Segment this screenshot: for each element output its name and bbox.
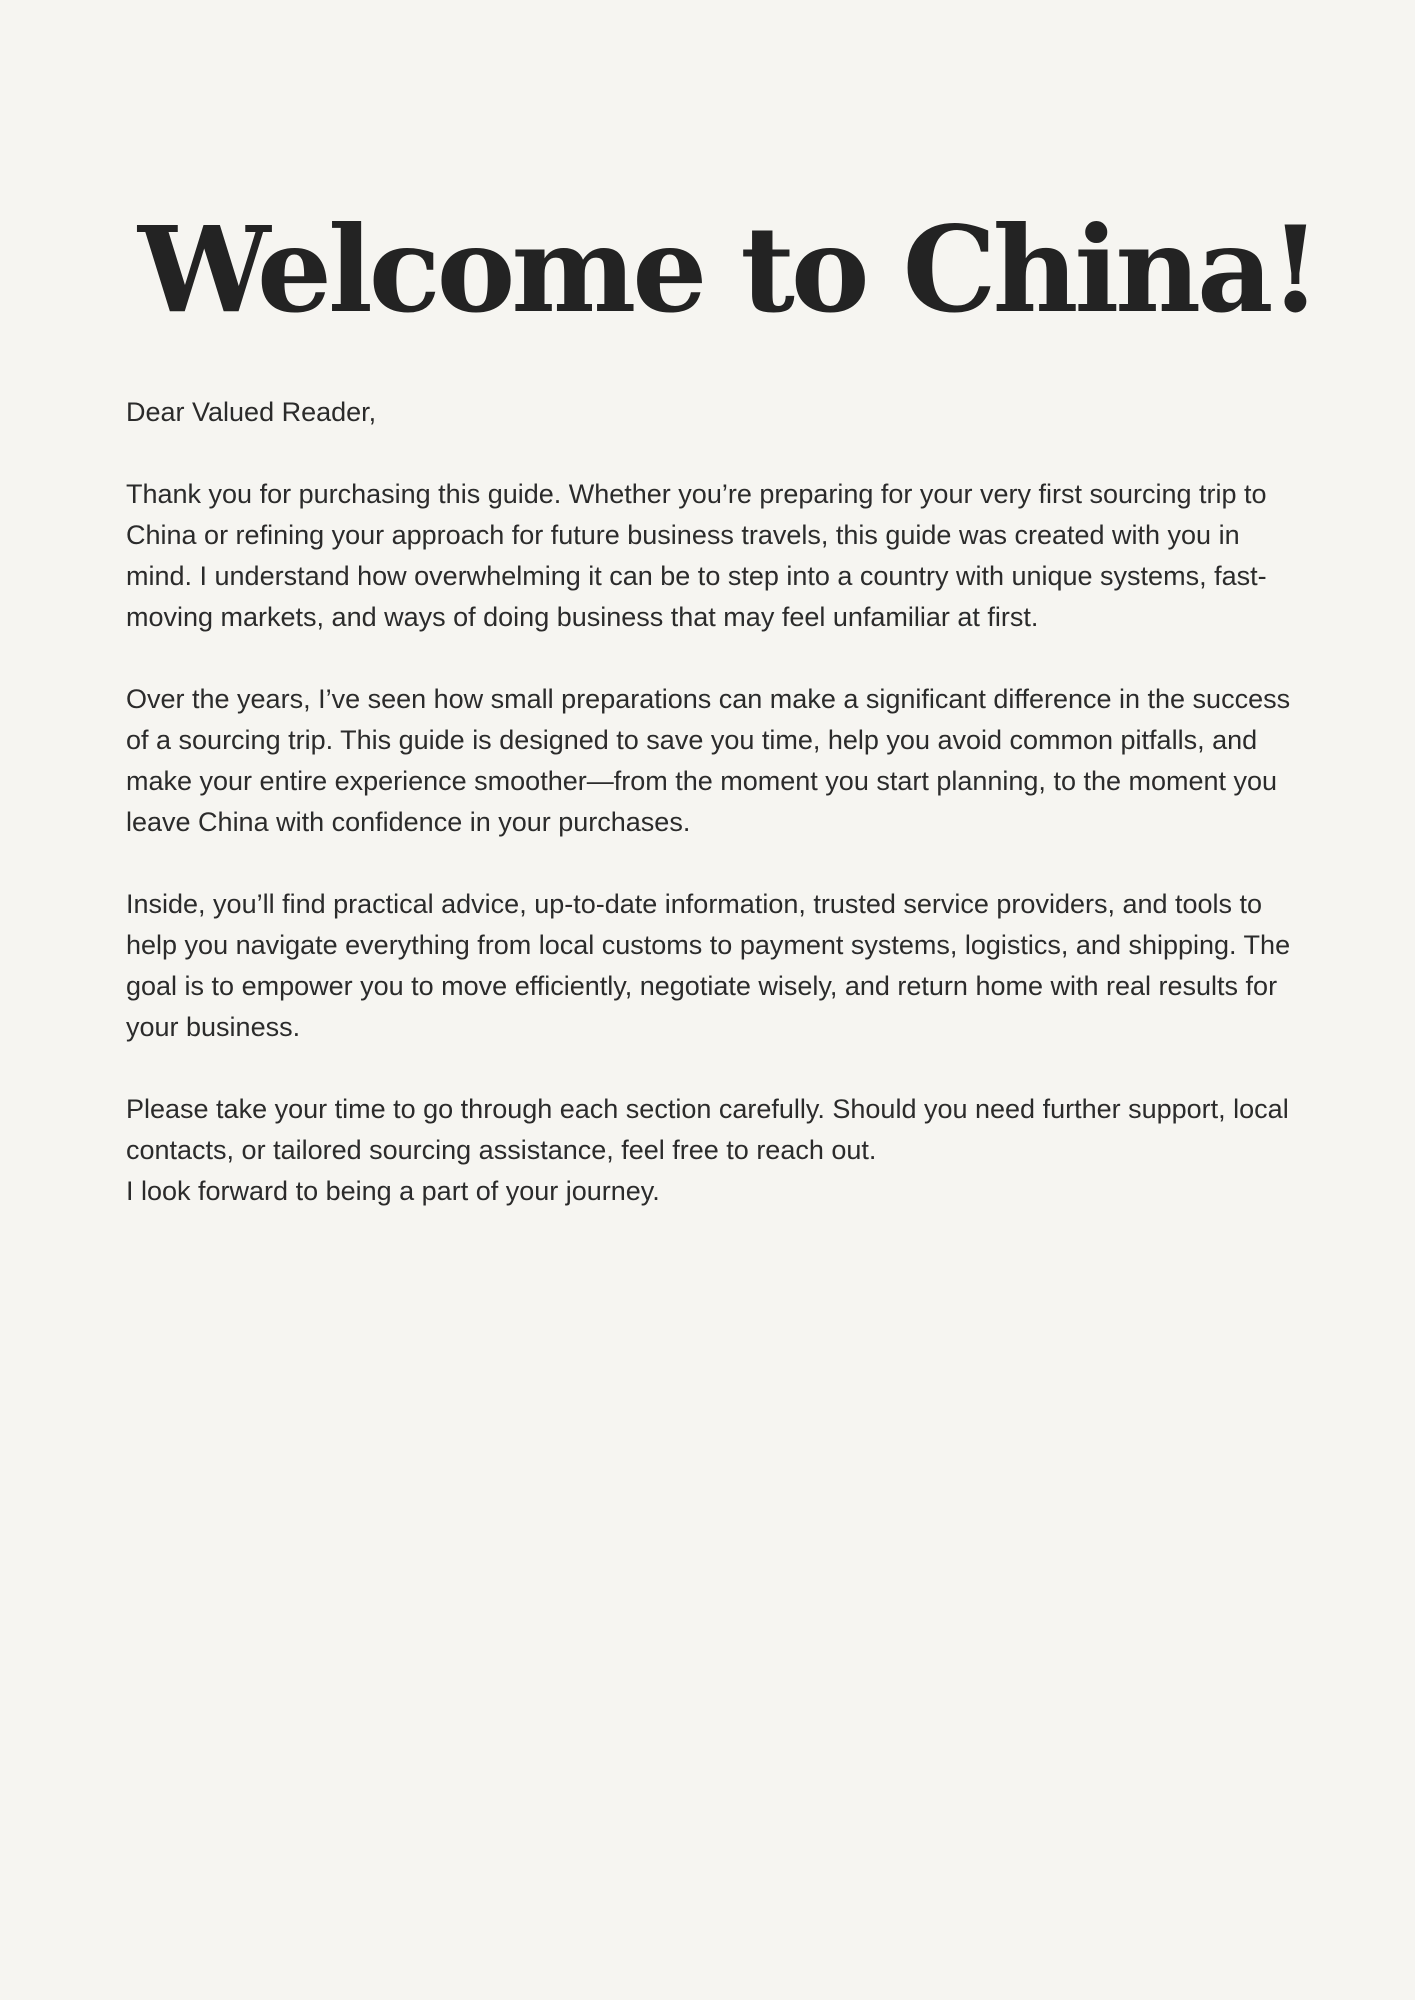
body-paragraph-1: Thank you for purchasing this guide. Whether you’re preparing for your very first sourcing trip to China or refining your approach for future business travels, this guide was created with you in mind. I understand how overwhelming it can be to step into a country with unique systems, fast-moving markets, and ways of doing business that may feel unfamiliar at first. xyxy=(126,479,1267,632)
body-paragraph-3: Inside, you’ll find practical advice, up-to-date information, trusted service providers, and tools to help you navigate everything from local customs to payment systems, logistics, and shipping. The goal is to empower you to move efficiently, negotiate wisely, and return home with real results for your business. xyxy=(126,889,1291,1042)
salutation: Dear Valued Reader, xyxy=(126,397,377,427)
closing-line: I look forward to being a part of your journey. xyxy=(126,1176,660,1206)
body-paragraph-2: Over the years, I’ve seen how small preparations can make a significant difference in the success of a sourcing trip. This guide is designed to save you time, help you avoid common pitfalls, and make your entire experience smoother—from the moment you start planning, to the moment you leave China with confidence in your purchases. xyxy=(126,684,1291,837)
closing-text: Please take your time to go through each section carefully. Should you need further support, local contacts, or tailored sourcing assistance, feel free to reach out. xyxy=(126,1094,1289,1165)
letter-body xyxy=(126,392,1291,1212)
page-title: Welcome to China! xyxy=(138,200,1318,339)
closing-paragraph xyxy=(126,1089,1291,1212)
